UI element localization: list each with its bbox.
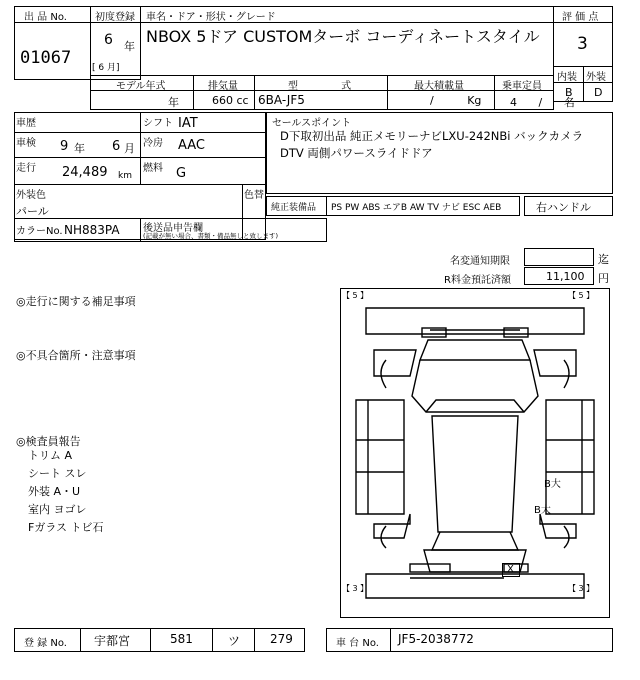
displacement: 660 cc: [212, 94, 249, 107]
color-no: NH883PA: [64, 223, 120, 237]
inspector-report-label: ◎検査員報告: [16, 435, 81, 448]
aftermarket-label: 後送品申告欄: [143, 223, 203, 234]
ac: AAC: [178, 138, 205, 153]
grade-label: 評 価 点: [562, 12, 599, 23]
inspector-item: 外装 A・U: [28, 485, 81, 498]
inspection-year-unit: 年: [74, 142, 85, 155]
mileage: 24,489: [62, 165, 108, 180]
inspection-month: 6: [112, 139, 121, 154]
model-year-unit: 年: [168, 96, 179, 109]
inspector-item: シート スレ: [28, 467, 87, 480]
recycle-label: R料金預託済額: [444, 275, 511, 286]
car-outline-diagram: [340, 288, 610, 618]
inspector-item: 室内 ヨゴレ: [28, 503, 87, 516]
exterior-grade-label: 外装: [586, 72, 606, 83]
std-equipment-label: 純正装備品: [271, 203, 317, 213]
max-load: / Kg: [430, 94, 482, 107]
lot-number-label: 出 品 No.: [24, 12, 67, 23]
registration-kana: ツ: [228, 634, 241, 648]
grade: 3: [577, 34, 588, 54]
model-name-label: 車名・ドア・形状・グレード: [146, 12, 276, 23]
chassis-label: 車 台 No.: [336, 638, 379, 649]
recycle-amount: 11,100: [546, 270, 585, 283]
exterior-grade: D: [594, 86, 603, 99]
capacity: 4 / 名: [510, 96, 575, 109]
tire-front-right: 【 5 】: [568, 291, 595, 300]
fuel-label: 燃料: [143, 163, 163, 174]
inspection-label: 車検: [16, 138, 36, 149]
lot-number: 01067: [20, 48, 72, 68]
sales-point: D下取初出品 純正メモリーナビLXU-242NBi バックカメラ DTV 両側パワースライドドア: [280, 129, 584, 160]
name-change-label: 名変通知期限: [450, 256, 510, 267]
tire-rear-left: 【 3 】: [342, 584, 369, 593]
interior-grade: B: [565, 86, 573, 99]
name-change-suffix: 迄: [598, 253, 609, 266]
exterior-color: パール: [16, 205, 49, 218]
model-name: NBOX 5ドア CUSTOMターボ コーディネートスタイル: [146, 27, 540, 46]
registration-label: 登 録 No.: [24, 638, 67, 649]
driving-notes-label: ◎走行に関する補足事項: [16, 295, 136, 308]
registration-area: 宇都宮: [94, 634, 131, 648]
first-registration-month: [ 6 月]: [92, 63, 120, 73]
vehicle-type: 6BA-JF5: [258, 93, 305, 107]
inspection-month-unit: 月: [124, 142, 135, 155]
color-no-label: カラーNo.: [16, 226, 63, 237]
type-label: 型 式: [288, 81, 352, 92]
std-equipment: PS PW ABS エアB AW TV ナビ ESC AEB: [331, 203, 502, 213]
registration-class: 581: [170, 632, 193, 646]
capacity-label: 乗車定員: [502, 81, 542, 92]
ac-label: 冷房: [143, 138, 163, 149]
displacement-label: 排気量: [208, 81, 238, 92]
first-registration-year: 6: [104, 32, 113, 48]
sales-point-label: セールスポイント: [272, 118, 352, 129]
inspector-item: トリム A: [28, 449, 73, 462]
mileage-unit: km: [118, 171, 132, 181]
year-unit: 年: [124, 40, 135, 53]
aftermarket-note: (記載が無い場合、書類・備品無しと致します): [143, 232, 279, 240]
recycle-unit: 円: [598, 272, 609, 285]
steering: 右ハンドル: [536, 201, 591, 214]
shift-label: シフト: [143, 118, 173, 129]
tire-rear-right: 【 3 】: [568, 584, 595, 593]
shift: IAT: [178, 116, 198, 131]
damage-mark-x-label: X: [507, 564, 514, 575]
chassis-number: JF5-2038772: [398, 632, 474, 646]
model-year-label: モデル年式: [116, 81, 166, 92]
defects-label: ◎不具合箇所・注意事項: [16, 349, 136, 362]
tire-front-left: 【 5 】: [342, 291, 369, 300]
mileage-label: 走行: [16, 163, 36, 174]
fuel: G: [176, 166, 187, 181]
damage-mark-b-large: B大: [544, 479, 561, 490]
inspection-year: 9: [60, 139, 69, 154]
max-load-label: 最大積載量: [414, 81, 464, 92]
repaint-label: 色替: [244, 190, 264, 201]
interior-grade-label: 内装: [557, 72, 577, 83]
registration-number: 279: [270, 632, 293, 646]
inspector-item: Fガラス トビ石: [28, 521, 104, 534]
name-change-field: [524, 248, 594, 266]
exterior-color-label: 外装色: [16, 190, 46, 201]
damage-mark-b-large: B大: [534, 505, 551, 516]
first-registration-label: 初度登録: [95, 12, 135, 23]
history-label: 車歴: [16, 118, 36, 129]
